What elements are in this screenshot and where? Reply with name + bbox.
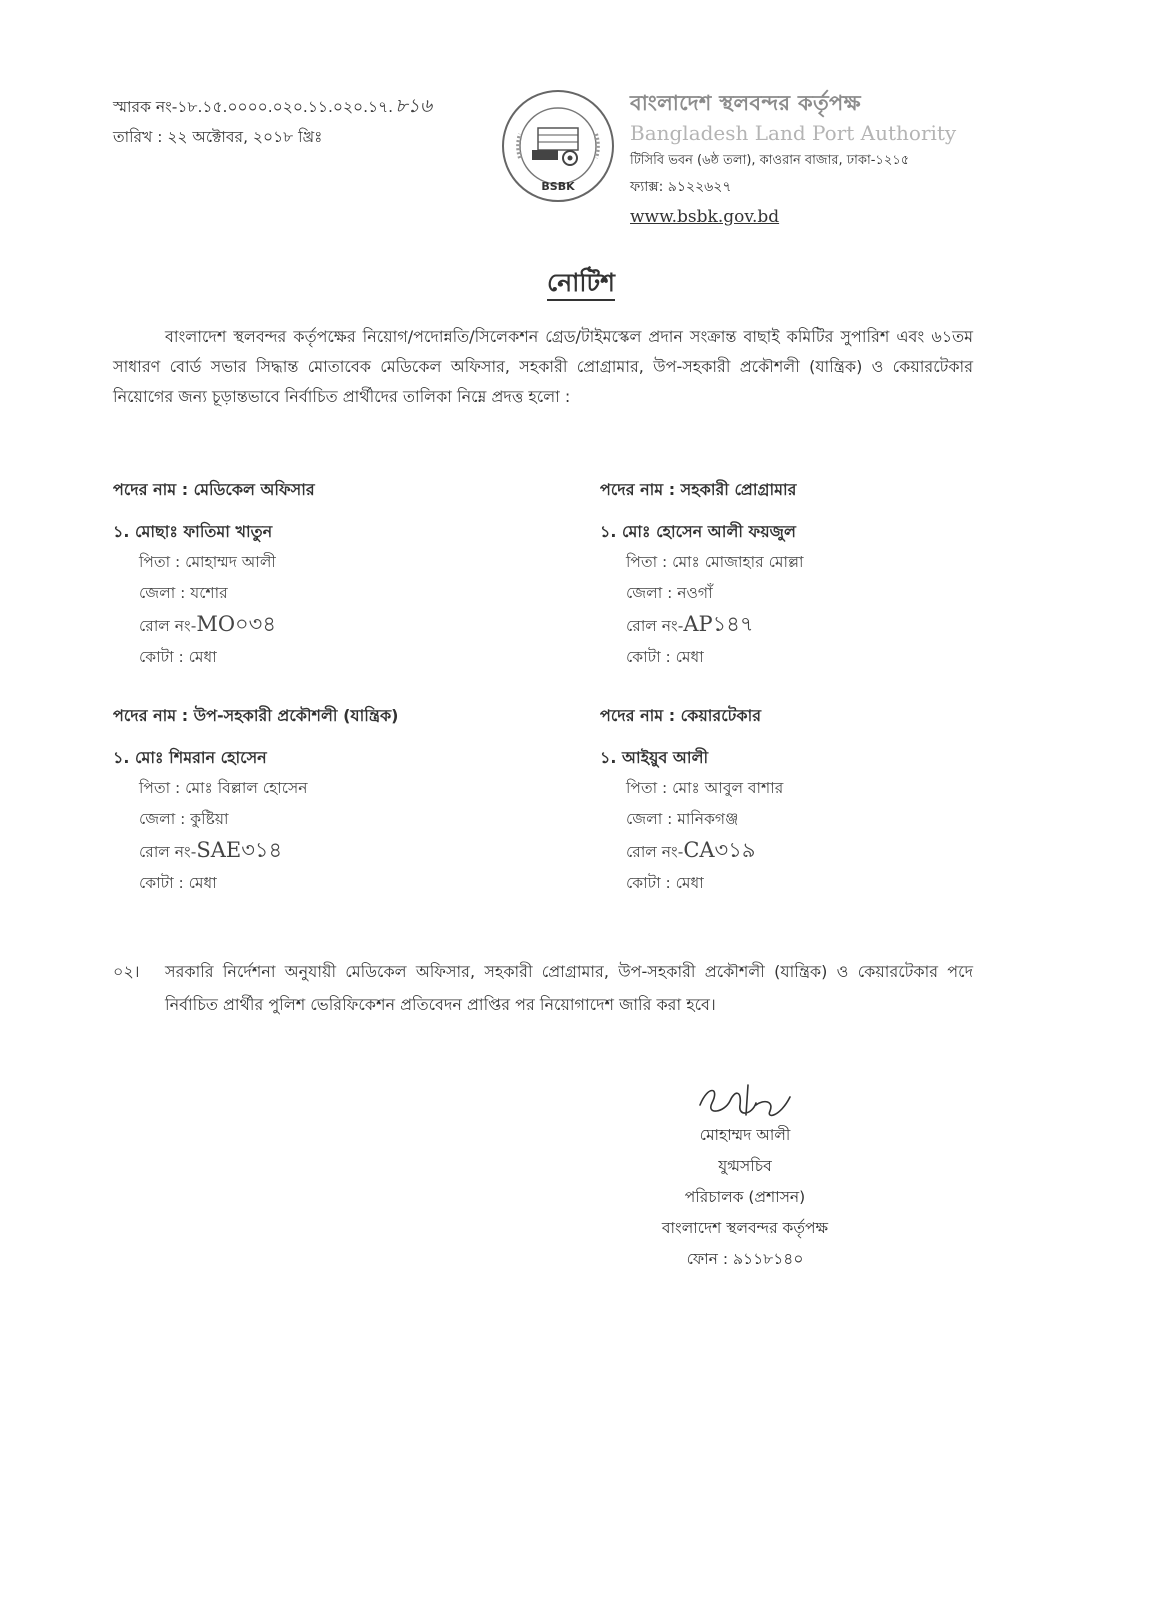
org-fax: ফ্যাক্স: ৯১২২৬২৭	[630, 179, 732, 195]
candidate-quota: কোটা : মেধা	[139, 648, 217, 666]
logo-text: BSBK	[541, 180, 575, 193]
roll-label: রোল নং-	[139, 843, 197, 861]
signatory-block	[600, 1120, 890, 1275]
paragraph-number: ০২।	[113, 962, 140, 981]
intro-text: বাংলাদেশ স্থলবন্দর কর্তৃপক্ষের নিয়োগ/পদোন্নতি/সিলেকশন গ্রেড/টাইমস্কেল প্রদান সংক্রান্ত বাছাই কমিটির সুপারিশ এবং ৬১তম সাধারণ বোর্ড সভার সিদ্ধান্ত মোতাবেক মেডিকেল অফিসার, সহকারী প্রোগ্রামার, উপ-সহকারী প্রকৌশলী (যান্ত্রিক) ও কেয়ারটেকার নিয়োগের জন্য চূড়ান্তভাবে নির্বাচিত প্রার্থীদের তালিকা নিম্নে প্রদত্ত হলো :	[113, 327, 973, 406]
roll-label: রোল নং-	[139, 617, 197, 635]
roll-label: রোল নং-	[626, 617, 684, 635]
signatory-name: মোহাম্মদ আলী	[699, 1126, 791, 1144]
bsbk-logo-icon	[500, 88, 616, 204]
memo-number-line	[113, 91, 432, 122]
signatory-designation: যুগ্মসচিব	[718, 1157, 772, 1175]
post-sub-assistant-engineer	[113, 703, 533, 899]
notice-title-wrap	[0, 263, 1162, 306]
post-heading: পদের নাম : মেডিকেল অফিসার	[113, 480, 315, 499]
memo-handwritten-number: ৮১৬	[395, 95, 433, 117]
candidate-father: পিতা : মোঃ বিল্লাল হোসেন	[139, 779, 308, 797]
signatory-phone: ফোন : ৯১১৮১৪০	[686, 1250, 804, 1268]
candidate-name: ১. আইয়ুব আলী	[600, 748, 709, 767]
candidate-name: ১. মোঃ হোসেন আলী ফয়জুল	[600, 522, 796, 541]
roll-code: MO০৩৪	[196, 612, 276, 636]
roll-label: রোল নং-	[626, 843, 684, 861]
roll-code: AP১৪৭	[683, 612, 754, 636]
org-name-english: Bangladesh Land Port Authority	[630, 121, 957, 145]
intro-paragraph	[113, 322, 973, 412]
candidate-roll	[113, 609, 533, 642]
post-assistant-programmer	[600, 477, 1020, 673]
candidate-quota: কোটা : মেধা	[139, 874, 217, 892]
candidate-district: জেলা : মানিকগঞ্জ	[626, 810, 739, 828]
candidate-district: জেলা : কুষ্টিয়া	[139, 810, 229, 828]
candidate-name: ১. মোছাঃ ফাতিমা খাতুন	[113, 522, 273, 541]
roll-code: SAE৩১৪	[196, 838, 283, 862]
post-heading: পদের নাম : উপ-সহকারী প্রকৌশলী (যান্ত্রিক)	[113, 706, 399, 725]
candidate-name: ১. মোঃ শিমরান হোসেন	[113, 748, 267, 767]
post-heading: পদের নাম : কেয়ারটেকার	[600, 706, 762, 725]
org-block	[630, 88, 956, 232]
notice-title: নোটিশ	[547, 268, 615, 301]
candidate-father: পিতা : মোহাম্মদ আলী	[139, 553, 276, 571]
candidate-roll	[600, 835, 1020, 868]
post-medical-officer	[113, 477, 533, 673]
memo-number: স্মারক নং-১৮.১৫.০০০০.০২০.১১.০২০.১৭.	[113, 98, 394, 116]
memo-date: তারিখ : ২২ অক্টোবর, ২০১৮ খ্রিঃ	[113, 128, 323, 146]
signatory-org: বাংলাদেশ স্থলবন্দর কর্তৃপক্ষ	[661, 1219, 829, 1237]
candidate-district: জেলা : নওগাঁ	[626, 584, 713, 602]
candidate-father: পিতা : মোঃ মোজাহার মোল্লা	[626, 553, 804, 571]
roll-code: CA৩১৯	[683, 838, 756, 862]
memo-block	[113, 91, 432, 152]
org-website-link[interactable]: www.bsbk.gov.bd	[630, 207, 780, 227]
candidate-district: জেলা : যশোর	[139, 584, 228, 602]
org-address: টিসিবি ভবন (৬ষ্ঠ তলা), কাওরান বাজার, ঢাকা-১২১৫	[630, 153, 910, 168]
org-name-bangla: বাংলাদেশ স্থলবন্দর কর্তৃপক্ষ	[630, 91, 861, 115]
candidate-quota: কোটা : মেধা	[626, 648, 704, 666]
candidate-father: পিতা : মোঃ আবুল বাশার	[626, 779, 784, 797]
candidate-quota: কোটা : মেধা	[626, 874, 704, 892]
signatory-role: পরিচালক (প্রশাসন)	[684, 1188, 806, 1206]
post-heading: পদের নাম : সহকারী প্রোগ্রামার	[600, 480, 797, 499]
candidate-roll	[113, 835, 533, 868]
post-caretaker	[600, 703, 1020, 899]
candidate-roll	[600, 609, 1020, 642]
paragraph-text: সরকারি নির্দেশনা অনুযায়ী মেডিকেল অফিসার, সহকারী প্রোগ্রামার, উপ-সহকারী প্রকৌশলী (যান্ত্রিক) ও কেয়ারটেকার পদে নির্বাচিত প্রার্থীর পুলিশ ভেরিফিকেশন প্রতিবেদন প্রাপ্তির পর নিয়োগাদেশ জারি করা হবে।	[165, 962, 973, 1014]
